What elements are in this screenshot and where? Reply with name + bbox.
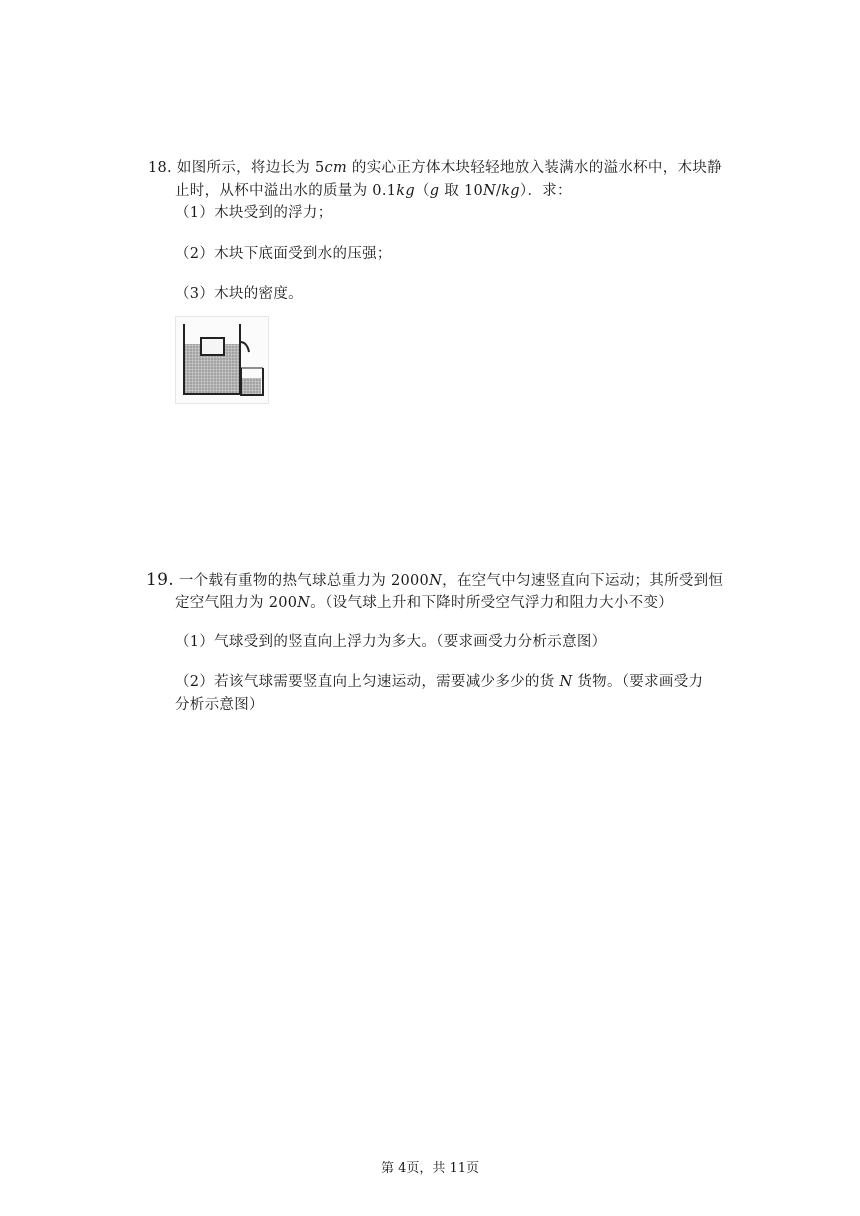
q19-line2 xyxy=(175,593,673,613)
q19-n-unit-2: N xyxy=(297,595,311,611)
q18-edge-unit: cm xyxy=(324,160,348,176)
q18-sub3: （3）木块的密度。 xyxy=(175,286,303,302)
q18-line2-c: 取 10 xyxy=(439,183,484,199)
q19-n-unit-1: N xyxy=(429,573,443,589)
q18-sub1: （1）木块受到的浮力； xyxy=(175,205,333,221)
q19-sub2-line2: 分析示意图） xyxy=(175,697,264,713)
q18-line2-d: ）．求： xyxy=(519,183,572,199)
q19-sub1: （1）气球受到的竖直向上浮力为多大。（要求画受力分析示意图） xyxy=(175,634,607,650)
q18-line1 xyxy=(148,158,722,178)
q19-sub2-a: （2）若该气球需要竖直向上匀速运动，需要减少多少的货 xyxy=(175,674,560,690)
q18-kg2-unit: kg xyxy=(501,183,520,199)
q18-edge-value: 5 xyxy=(315,160,325,176)
q19-line1 xyxy=(146,570,723,591)
q18-g-symbol: g xyxy=(429,183,440,199)
q18-line2-b: （ xyxy=(414,183,430,199)
q19-line1-b: ，在空气中匀速竖直向下运动；其所受到恒 xyxy=(442,573,724,589)
q19-sub2-b: 货物。（要求画受力 xyxy=(572,674,704,690)
q19-sub2-line1 xyxy=(175,672,703,692)
q19-number: 19. xyxy=(146,570,174,590)
q18-n-unit: N xyxy=(483,183,497,199)
q18-slash: / xyxy=(496,183,502,199)
q18-line2-a: 止时，从杯中溢出水的质量为 0.1 xyxy=(175,183,397,199)
q19-line1-a: 一个载有重物的热气球总重力为 2000 xyxy=(178,573,430,589)
page-footer: 第 4页，共 11页 xyxy=(380,1161,480,1176)
q18-sub2: （2）木块下底面受到水的压强； xyxy=(175,246,392,262)
q19-line2-a: 定空气阻力为 200 xyxy=(175,595,298,611)
q18-line2 xyxy=(175,181,572,201)
q18-text-b: 的实心正方体木块轻轻地放入装满水的溢水杯中，木块静 xyxy=(347,160,722,176)
overflow-cup-figure xyxy=(175,316,269,404)
q18-kg-unit: kg xyxy=(396,183,415,199)
q19-line2-b: 。（设气球上升和下降时所受空气浮力和阻力大小不变） xyxy=(310,595,674,611)
q18-number: 18. xyxy=(148,160,172,176)
q19-n-unit-3: N xyxy=(559,674,573,690)
q18-text-a: 如图所示，将边长为 xyxy=(176,160,315,176)
